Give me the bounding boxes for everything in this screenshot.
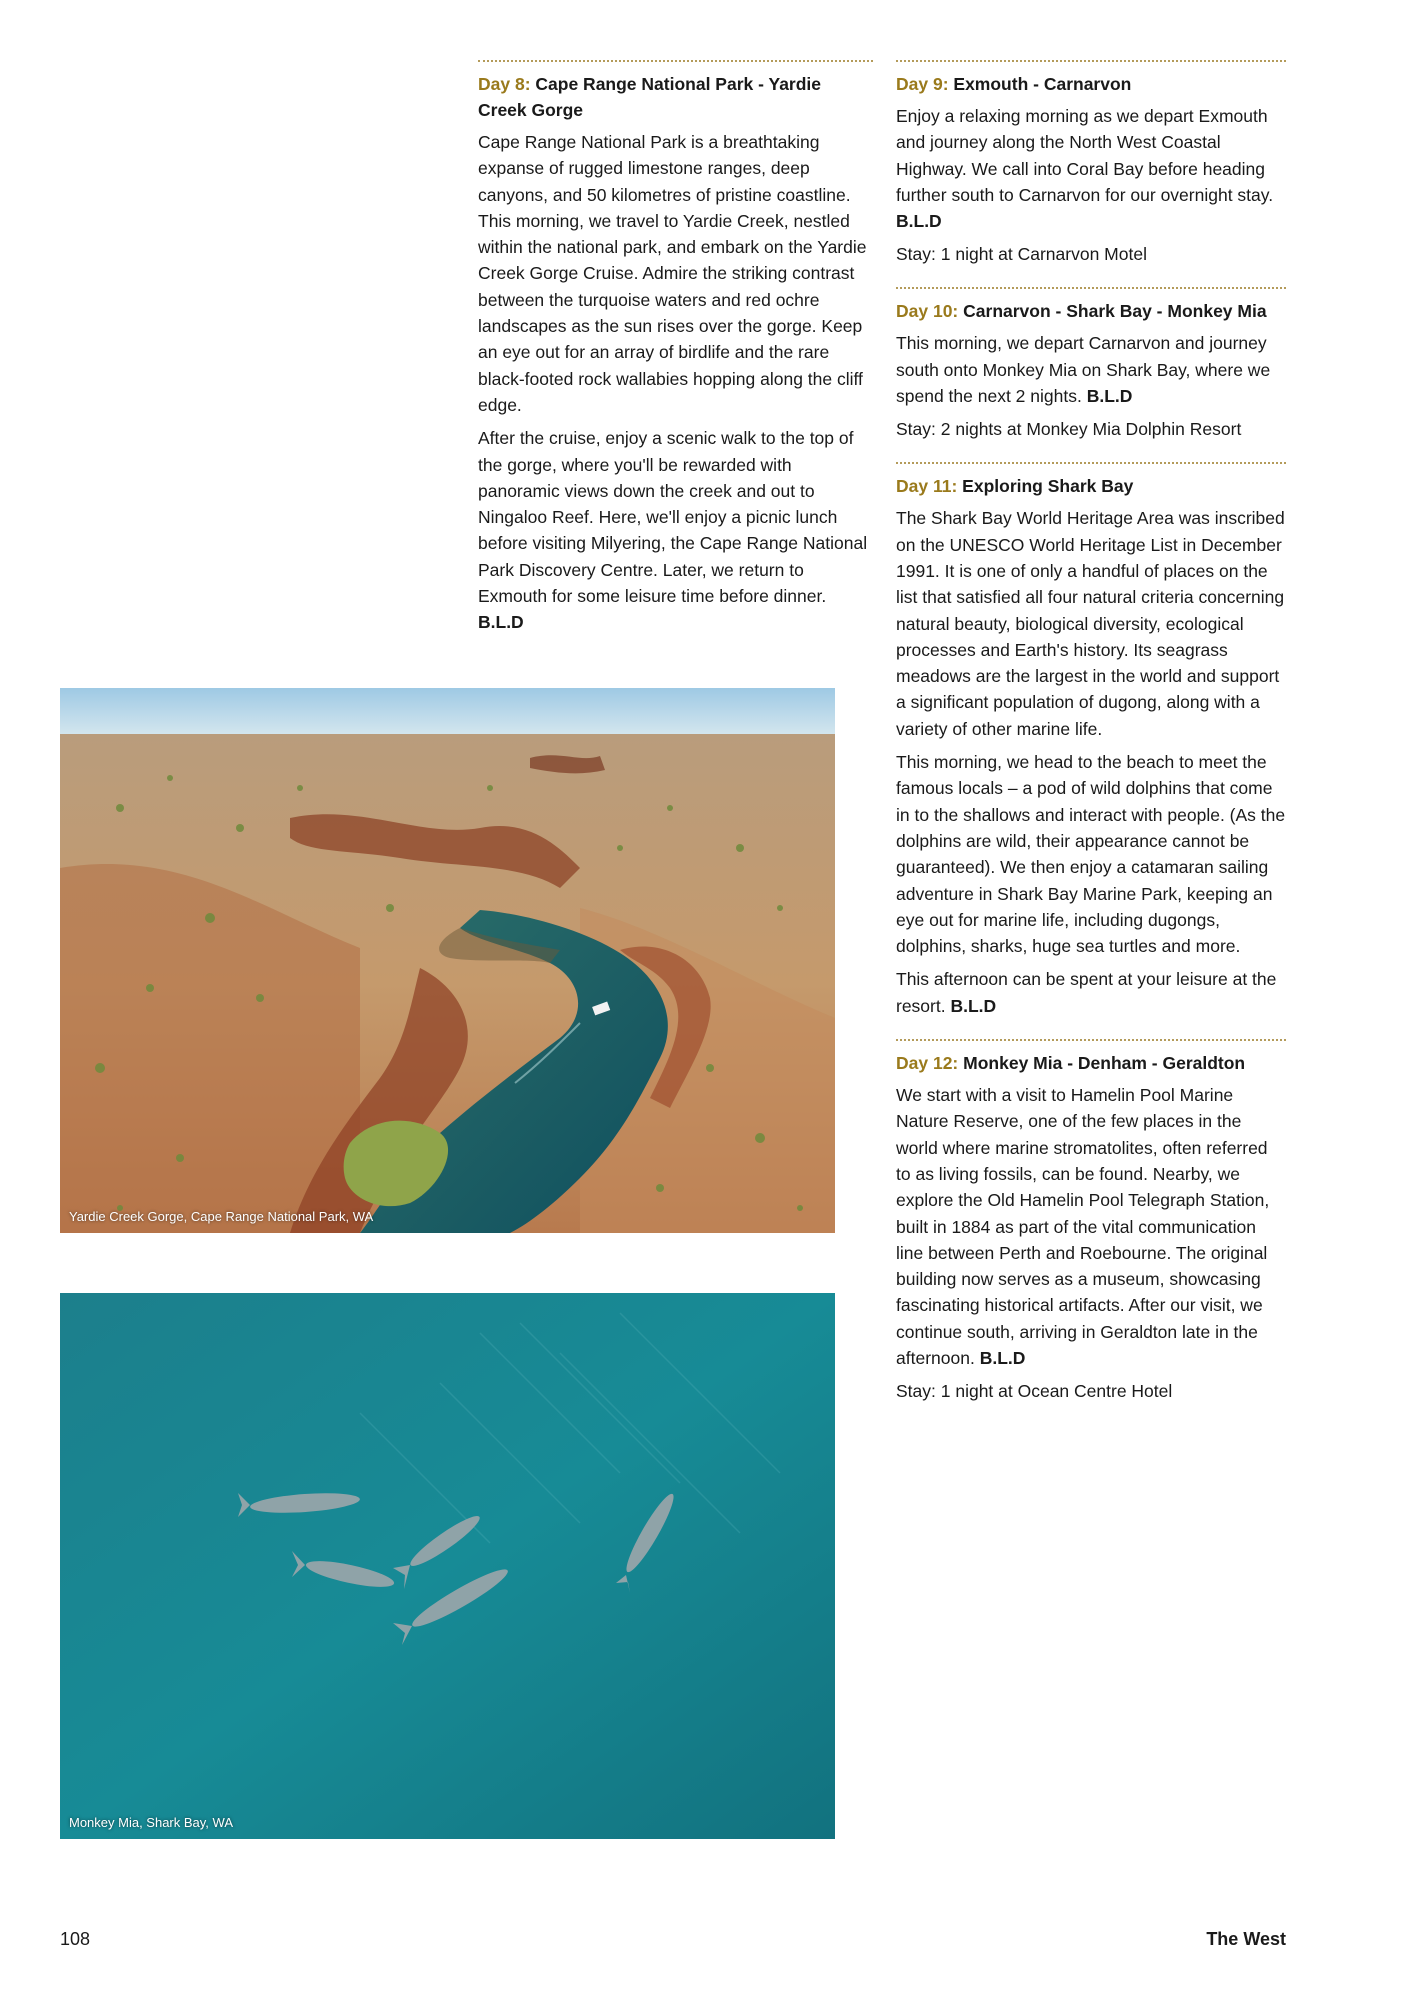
gorge-illustration [60,688,835,1233]
day-9-label: Day 9: [896,74,949,94]
page-number: 108 [60,1929,91,1949]
day-8-section [478,60,873,636]
itinerary-column-right [896,60,1286,1424]
day-12-label: Day 12: [896,1053,959,1074]
day-10-heading [896,298,1286,324]
dolphins-photo [60,1293,835,1839]
day-9-heading [896,71,1286,97]
day-11-paragraph-1: The Shark Bay World Heritage Area was inscribed on the UNESCO World Heritage List in December 1991. It is one of only a handful of places on the list that satisfied all four natural criteria concerning natural beauty, biological diversity, ecological processes and Earth's history. Its seagrass meadows are the largest in the world and support a significant population of dugong, along with a variety of other marine life. [896,508,1285,739]
day-11-meals: B.L.D [950,995,997,1016]
day-12-stay: Stay: 1 night at Ocean Centre Hotel [896,1381,1173,1402]
day-10-paragraph-1 [896,330,1286,409]
day-9-section [896,60,1286,267]
day-11-label: Day 11: [896,476,958,497]
day-12-meals: B.L.D [979,1347,1026,1368]
day-12-section [896,1039,1286,1404]
day-10-paragraph-1-text: This morning, we depart Carnarvon and journey south onto Monkey Mia on Shark Bay, where we spend the next 2 nights. [896,333,1271,407]
gorge-photo [60,688,835,1233]
day-11-paragraph-3-text: This afternoon can be spent at your leisure at the resort. [896,969,1277,1016]
day-9-title: Exmouth - Carnarvon [953,74,1132,94]
day-12-paragraph-1 [896,1082,1286,1371]
day-10-stay: Stay: 2 nights at Monkey Mia Dolphin Resort [896,419,1242,440]
day-10-label: Day 10: [896,301,959,322]
day-11-heading [896,473,1286,499]
day-9-stay: Stay: 1 night at Carnarvon Motel [896,244,1147,265]
day-8-title: Cape Range National Park - Yardie Creek Gorge [478,74,822,120]
day-12-paragraph-1-text: We start with a visit to Hamelin Pool Marine Nature Reserve, one of the few places in the world where marine stromatolites, often referred to as living fossils, can be found. Nearby, we explore the Old Hamelin Pool Telegraph Station, built in 1884 as part of the vital communication line between Perth and Roebourne. The original building now serves as a museum, showcasing fascinating historical artifacts. After our visit, we continue south, arriving in Geraldton late in the afternoon. [896,1085,1270,1368]
day-12-heading [896,1050,1286,1076]
dolphins-illustration [60,1293,835,1839]
day-11-paragraph-2: This morning, we head to the beach to meet the famous locals – a pod of wild dolphins that come in to the shallows and interact with people. (As the dolphins are wild, their appearance cannot be guaranteed). We then enjoy a catamaran sailing adventure in Shark Bay Marine Park, keeping an eye out for marine life, including dugongs, dolphins, sharks, huge sea turtles and more. [896,752,1286,957]
day-8-meals: B.L.D [478,612,524,633]
gorge-photo-caption: Yardie Creek Gorge, Cape Range National Park, WA [69,1209,374,1224]
itinerary-column-middle [478,60,873,656]
day-10-section [896,287,1286,442]
day-11-paragraph-3 [896,966,1286,1019]
day-8-paragraph-2-text: After the cruise, enjoy a scenic walk to the top of the gorge, where you'll be rewarded with panoramic views down the creek and out to Ningaloo Reef. Here, we'll enjoy a picnic lunch before visiting Milyering, the Cape Range National Park Discovery Centre. Later, we return to Exmouth for some leisure time before dinner. [478,428,868,607]
dolphins-photo-caption: Monkey Mia, Shark Bay, WA [69,1815,233,1830]
day-9-meals: B.L.D [896,211,942,232]
day-10-meals: B.L.D [1086,386,1133,407]
day-8-paragraph-2 [478,425,873,635]
day-11-title: Exploring Shark Bay [962,476,1134,497]
day-11-section [896,462,1286,1019]
day-8-label: Day 8: [478,74,531,94]
day-9-paragraph-1-text: Enjoy a relaxing morning as we depart Exmouth and journey along the North West Coastal Highway. We call into Coral Bay before heading further south to Carnarvon for our overnight stay. [896,106,1274,205]
day-12-title: Monkey Mia - Denham - Geraldton [963,1053,1246,1074]
day-8-paragraph-1: Cape Range National Park is a breathtaking expanse of rugged limestone ranges, deep canyons, and 50 kilometres of pristine coastline. This morning, we travel to Yardie Creek, nestled within the national park, and embark on the Yardie Creek Gorge Cruise. Admire the striking contrast between the turquoise waters and red ochre landscapes as the sun rises over the gorge. Keep an eye out for an array of birdlife and the rare black-footed rock wallabies hopping along the cliff edge. [478,132,867,415]
day-8-heading [478,71,873,123]
section-title: The West [1206,1929,1286,1949]
day-9-paragraph-1 [896,103,1286,234]
day-10-title: Carnarvon - Shark Bay - Monkey Mia [963,301,1267,322]
